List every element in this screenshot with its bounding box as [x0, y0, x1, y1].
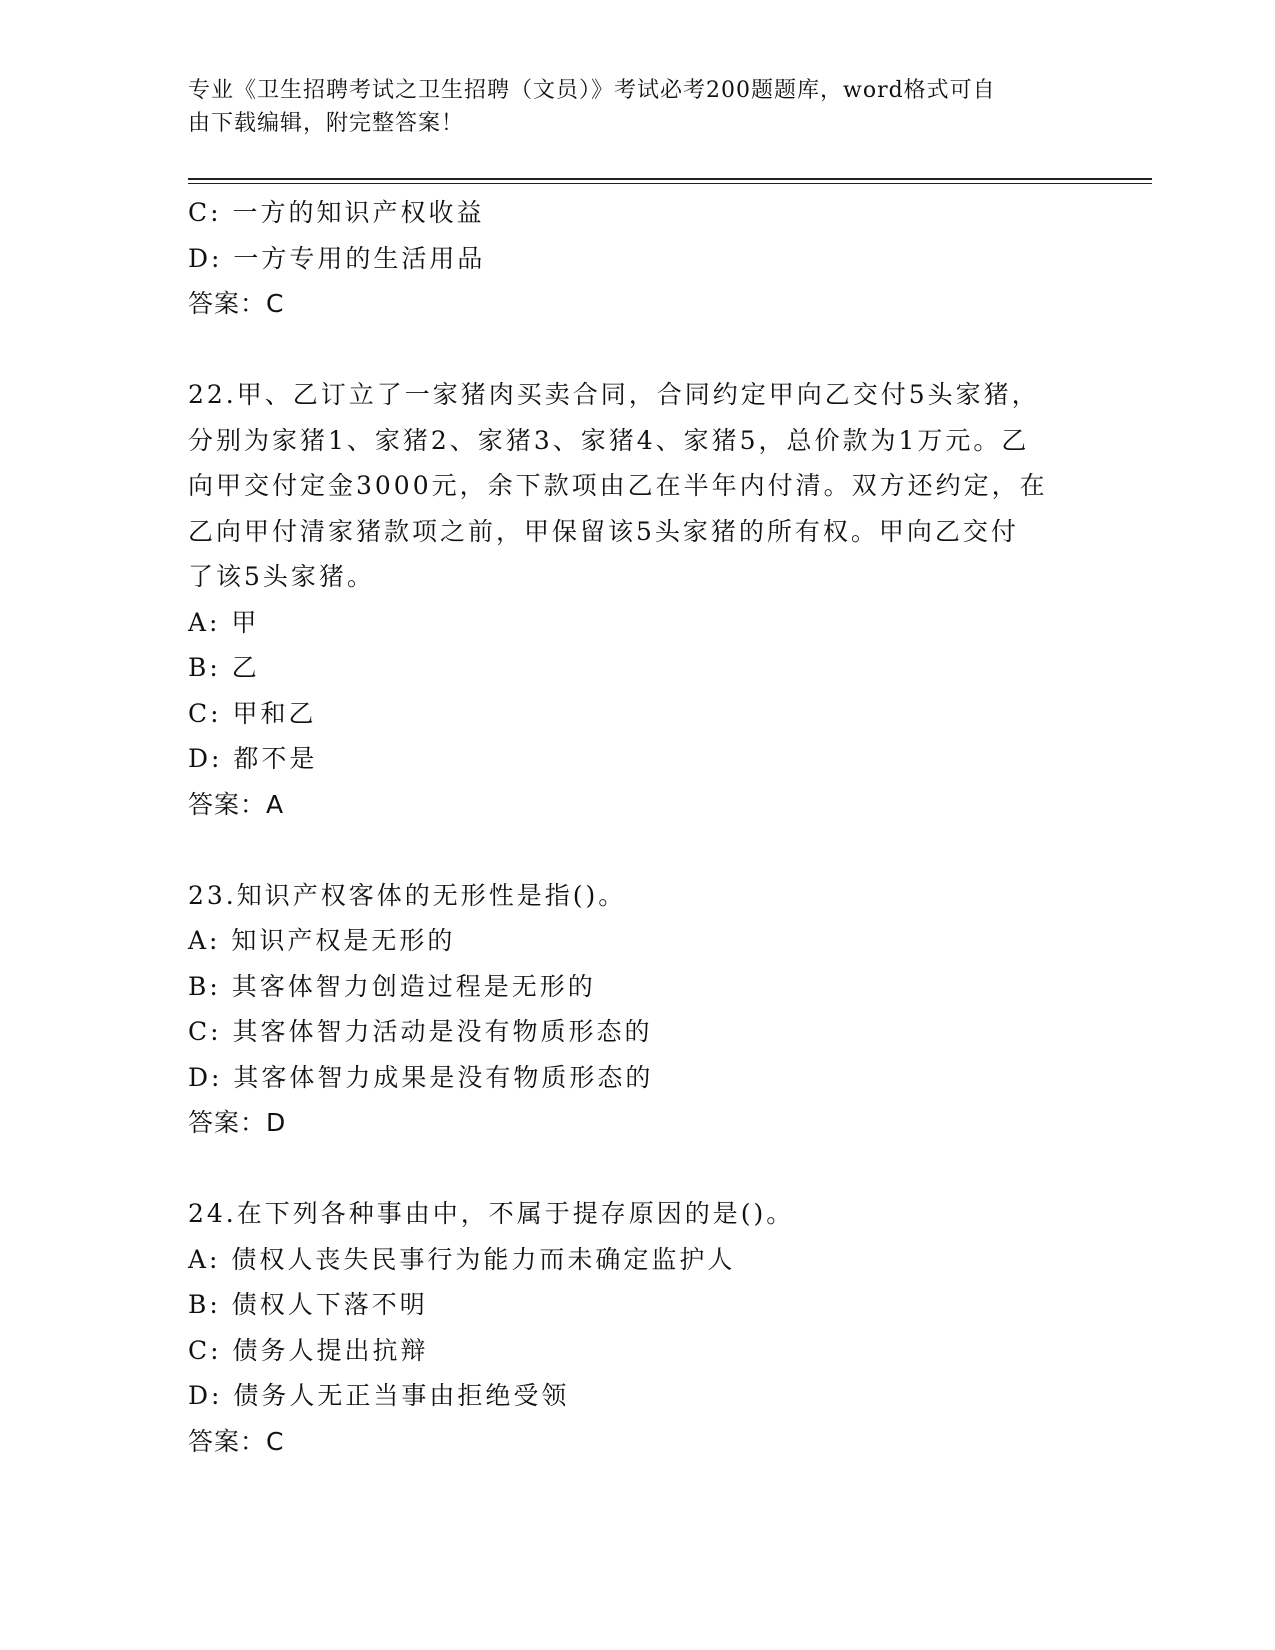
option-a: A: 知识产权是无形的	[188, 926, 456, 955]
question-24	[188, 1191, 1088, 1464]
answer-line: 答案：C	[188, 289, 285, 318]
option-b: B: 其客体智力创造过程是无形的	[188, 971, 596, 1001]
question-text-line: 向甲交付定金3000元，余下款项由乙在半年内付清。双方还约定，在	[188, 471, 1048, 500]
option-c: C: 其客体智力活动是没有物质形态的	[188, 1017, 653, 1046]
document-header	[188, 74, 1068, 140]
answer-line: 答案：A	[188, 789, 285, 819]
document-body	[188, 190, 1088, 1464]
answer-line: 答案：D	[188, 1108, 287, 1137]
option-c: C: 一方的知识产权收益	[188, 198, 485, 227]
option-d: D: 一方专用的生活用品	[188, 243, 486, 273]
question-22	[188, 372, 1088, 827]
question-text-line: 了该5头家猪。	[188, 562, 375, 591]
header-rule-thin	[188, 183, 1152, 184]
option-d: D: 债务人无正当事由拒绝受领	[188, 1381, 570, 1410]
spacer	[188, 1146, 1088, 1192]
header-line-2: 由下载编辑，附完整答案！	[188, 111, 465, 136]
option-d: D: 都不是	[188, 744, 318, 773]
option-c: C: 甲和乙	[188, 698, 317, 728]
answer-line: 答案：C	[188, 1426, 285, 1456]
question-21-tail	[188, 190, 1088, 327]
question-text-line: 分别为家猪1、家猪2、家猪3、家猪4、家猪5，总价款为1万元。乙	[188, 425, 1030, 455]
question-text-line: 23.知识产权客体的无形性是指()。	[188, 880, 627, 910]
header-line-1: 专业《卫生招聘考试之卫生招聘（文员）》考试必考200题题库，word格式可自	[188, 78, 996, 103]
option-b: B: 乙	[188, 653, 260, 682]
option-c: C: 债务人提出抗辩	[188, 1335, 429, 1365]
option-a: A: 债权人丧失民事行为能力而未确定监护人	[188, 1244, 736, 1274]
question-text-line: 乙向甲付清家猪款项之前，甲保留该5头家猪的所有权。甲向乙交付	[188, 516, 1019, 546]
spacer	[188, 327, 1088, 373]
question-text-line: 24.在下列各种事由中，不属于提存原因的是()。	[188, 1199, 795, 1228]
header-rule-thick	[188, 178, 1152, 180]
option-d: D: 其客体智力成果是没有物质形态的	[188, 1062, 654, 1092]
option-a: A: 甲	[188, 607, 260, 637]
question-23	[188, 873, 1088, 1146]
question-text-line: 22.甲、乙订立了一家猪肉买卖合同，合同约定甲向乙交付5头家猪，	[188, 380, 1040, 409]
spacer	[188, 827, 1088, 873]
option-b: B: 债权人下落不明	[188, 1290, 428, 1319]
